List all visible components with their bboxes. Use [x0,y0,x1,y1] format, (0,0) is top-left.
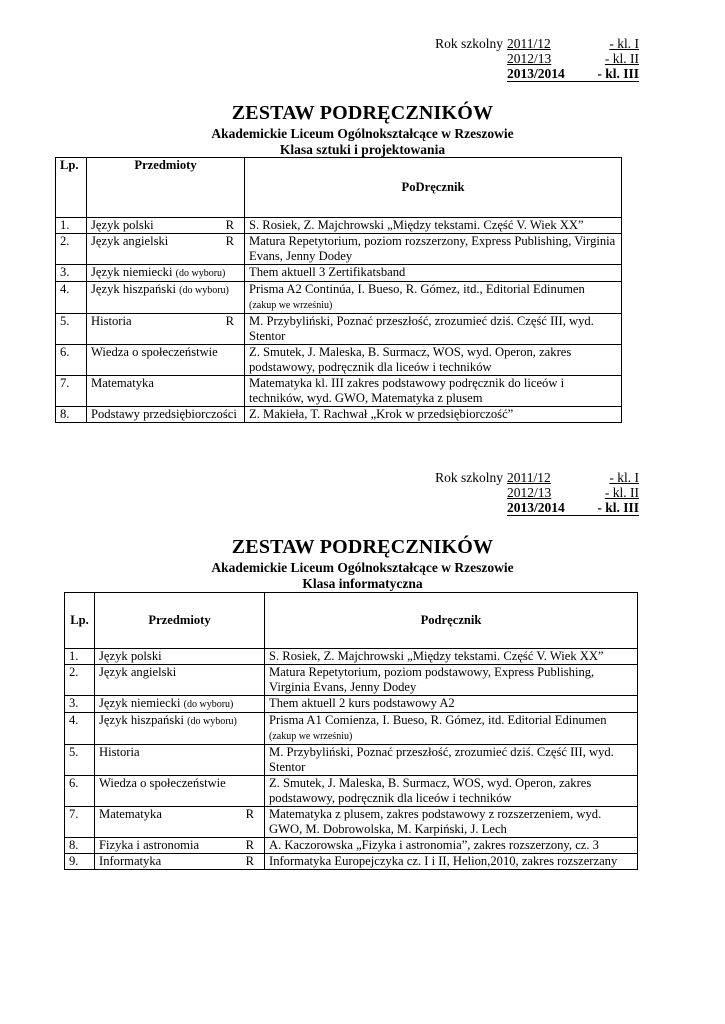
textbook-text: Informatyka Europejczyka cz. I i II, Helion,2010, zakres rozszerzany [269,854,618,868]
cell-subject [87,265,245,282]
subject-name: Język polski [91,218,154,232]
subject-wrap [99,745,260,760]
cell-textbook [265,807,638,838]
cell-textbook [265,745,638,776]
subject-name: Historia [99,745,140,759]
cell-subject [95,745,265,776]
cell-lp: 2. [65,665,95,696]
subject-text [99,696,233,712]
textbook-text: Prisma A2 Continúa, I. Bueso, R. Gómez, itd., Editorial Edinumen [249,282,585,296]
year-label: Rok szkolny [435,470,503,485]
cell-subject [95,854,265,870]
cell-textbook [265,776,638,807]
subject-note: (do wyboru) [183,699,234,710]
subject-name: Historia [91,314,132,328]
class-name: Klasa sztuki i projektowania [279,142,446,157]
cell-textbook [245,234,622,265]
table-row [56,407,622,423]
extended-level-mark: R [225,218,234,232]
subject-name: Język angielski [99,665,177,679]
subject-name: Język angielski [91,234,169,248]
subject-name: Język niemiecki [91,265,173,279]
cell-subject [87,218,245,234]
year-value: 2013/2014 [507,66,577,82]
cell-subject [95,807,265,838]
subject-text [91,265,225,281]
cell-subject [87,407,245,423]
subject-text [91,376,154,391]
cell-subject [95,776,265,807]
subject-text [99,776,226,791]
cell-lp: 8. [65,838,95,854]
subject-wrap [91,234,240,249]
table-row [65,696,638,713]
table-row [65,745,638,776]
subject-note: (do wyboru) [187,716,237,727]
subject-wrap [91,407,240,422]
subject-wrap [99,713,260,729]
header-lp: Lp. [56,158,87,218]
school-name: Akademickie Liceum Ogólnokształcące w Rzeszowie [211,560,514,575]
subject-name: Podstawy przedsiębiorczości [91,407,237,421]
subject-text [99,807,162,822]
table-row [56,282,622,314]
subject-wrap [91,265,240,281]
subject-wrap [91,282,240,298]
textbook-text: S. Rosiek, Z. Majchrowski „Między tekstami. Część V. Wiek XX” [269,649,604,663]
subject-name: Język hiszpański [91,282,176,296]
table-row [56,234,622,265]
subject-wrap [91,376,240,391]
textbook-text: M. Przybyliński, Poznać przeszłość, zrozumieć dziś. Część III, wyd. Stentor [269,745,614,774]
cell-lp: 8. [56,407,87,423]
textbook-text: Matematyka kl. III zakres podstawowy podręcznik do liceów i techników, wyd. GWO, Matematyka z plusem [249,376,565,405]
cell-textbook [265,713,638,745]
year-row [435,51,639,66]
subject-text [99,713,237,729]
subject-wrap [91,218,240,233]
cell-lp: 3. [65,696,95,713]
school-year-block [435,470,639,516]
cell-textbook [245,265,622,282]
subject-wrap [99,854,260,869]
page-title: ZESTAW PODRĘCZNIKÓW [231,536,494,558]
year-label: Rok szkolny [435,36,503,51]
subject-name: Fizyka i astronomia [99,838,200,852]
subject-name: Język polski [99,649,162,663]
year-value: 2011/12 [507,470,551,485]
table-header-row [65,593,638,649]
year-row [435,66,639,82]
textbook-text: A. Kaczorowska „Fizyka i astronomia”, zakres rozszerzony, cz. 3 [269,838,599,852]
cell-lp: 6. [65,776,95,807]
cell-subject [95,696,265,713]
textbook-text: Matematyka z plusem, zakres podstawowy z rozszerzeniem, wyd. GWO, M. Dobrowolska, M. Karpiński, J. Lech [269,807,602,836]
subject-name: Wiedza o społeczeństwie [91,345,218,359]
cell-subject [87,282,245,314]
subject-wrap [99,649,260,664]
year-row [435,500,639,516]
table-row [56,345,622,376]
year-row [435,36,639,51]
extended-level-mark: R [245,854,254,868]
cell-subject [87,314,245,345]
subject-text [91,218,154,233]
header-subject: Przedmioty [95,593,265,649]
cell-subject [87,234,245,265]
table-header-row [56,158,622,218]
cell-subject [95,649,265,665]
subject-text [99,745,140,760]
table-row [65,649,638,665]
table-row [56,314,622,345]
textbook-text: Them aktuell 2 kurs podstawowy A2 [269,696,455,710]
subject-wrap [99,665,260,680]
subject-wrap [99,776,260,791]
textbook-text: Z. Smutek, J. Maleska, B. Surmacz, WOS, wyd. Operon, zakres podstawowy, podręcznik dla liceów i techników [249,345,572,374]
year-value: 2012/13 [507,485,552,500]
cell-textbook [245,345,622,376]
cell-lp: 7. [56,376,87,407]
textbook-text: Z. Makieła, T. Rachwał „Krok w przedsiębiorczość” [249,407,514,421]
cell-subject [95,665,265,696]
cell-lp: 3. [56,265,87,282]
subject-note: (do wyboru) [175,268,226,279]
subject-name: Informatyka [99,854,162,868]
subject-text [91,345,218,360]
class-level: - kl. III [577,500,639,516]
textbook-note: (zakup we wrześniu) [249,300,333,311]
subject-name: Wiedza o społeczeństwie [99,776,226,790]
class-level: - kl. II [604,485,639,500]
textbook-table [55,157,622,423]
textbook-table [64,592,638,870]
cell-textbook [245,407,622,423]
textbook-text: Matura Repetytorium, poziom rozszerzony, Express Publishing, Virginia Evans, Jenny Dodey [249,234,616,263]
cell-lp: 9. [65,854,95,870]
header-lp: Lp. [65,593,95,649]
cell-textbook [245,282,622,314]
cell-subject [87,345,245,376]
cell-textbook [265,649,638,665]
subject-wrap [99,807,260,822]
class-level: - kl. II [604,51,639,66]
subject-wrap [99,838,260,853]
cell-textbook [265,665,638,696]
subject-wrap [91,345,240,360]
header-book: Podręcznik [265,593,638,649]
cell-textbook [265,838,638,854]
year-row [435,485,639,500]
textbook-text: Prisma A1 Comienza, I. Bueso, R. Gómez, itd. Editorial Edinumen [269,713,607,727]
cell-textbook [245,218,622,234]
school-name: Akademickie Liceum Ogólnokształcące w Rzeszowie [211,126,514,141]
cell-lp: 5. [65,745,95,776]
year-value: 2013/2014 [507,500,577,516]
header-book: PoDręcznik [245,158,622,218]
cell-lp: 5. [56,314,87,345]
cell-textbook [245,314,622,345]
subject-wrap [99,696,260,712]
extended-level-mark: R [245,807,254,821]
subject-text [91,407,237,422]
table-row [65,776,638,807]
subject-text [91,314,132,329]
school-year-block [435,36,639,82]
textbook-note: (zakup we wrześniu) [269,731,353,742]
textbook-text: S. Rosiek, Z. Majchrowski „Między tekstami. Część V. Wiek XX” [249,218,584,232]
year-value: 2012/13 [507,51,552,66]
subject-wrap [91,314,240,329]
subject-text [99,649,162,664]
table-row [65,665,638,696]
extended-level-mark: R [245,838,254,852]
textbook-text: Matura Repetytorium, poziom podstawowy, Express Publishing, Virginia Evans, Jenny Dodey [269,665,595,694]
table-row [65,838,638,854]
class-level: - kl. I [609,470,639,485]
class-name: Klasa informatyczna [302,576,423,591]
cell-lp: 4. [56,282,87,314]
textbook-text: Them aktuell 3 Zertifikatsband [249,265,406,279]
cell-lp: 6. [56,345,87,376]
subject-name: Język hiszpański [99,713,184,727]
textbook-text: M. Przybyliński, Poznać przeszłość, zrozumieć dziś. Część III, wyd. Stentor [249,314,594,343]
cell-lp: 2. [56,234,87,265]
cell-lp: 4. [65,713,95,745]
year-row [435,470,639,485]
table-row [56,218,622,234]
subject-text [91,282,229,298]
cell-lp: 1. [56,218,87,234]
cell-subject [95,838,265,854]
subject-name: Język niemiecki [99,696,181,710]
table-row [56,265,622,282]
cell-textbook [265,854,638,870]
cell-subject [87,376,245,407]
subject-text [99,854,161,869]
page-title: ZESTAW PODRĘCZNIKÓW [231,102,494,124]
year-value: 2011/12 [507,36,551,51]
cell-textbook [265,696,638,713]
extended-level-mark: R [225,314,234,328]
table-row [65,854,638,870]
cell-subject [95,713,265,745]
cell-lp: 7. [65,807,95,838]
subject-note: (do wyboru) [179,285,229,296]
class-level: - kl. I [609,36,639,51]
subject-text [99,665,176,680]
table-row [65,807,638,838]
cell-lp: 1. [65,649,95,665]
subject-name: Matematyka [99,807,162,821]
subject-text [91,234,168,249]
cell-textbook [245,376,622,407]
extended-level-mark: R [225,234,234,248]
table-row [56,376,622,407]
table-row [65,713,638,745]
header-subject: Przedmioty [87,158,245,218]
subject-name: Matematyka [91,376,154,390]
subject-text [99,838,199,853]
textbook-text: Z. Smutek, J. Maleska, B. Surmacz, WOS, wyd. Operon, zakres podstawowy, podręcznik dla liceów i techników [269,776,592,805]
class-level: - kl. III [577,66,639,82]
